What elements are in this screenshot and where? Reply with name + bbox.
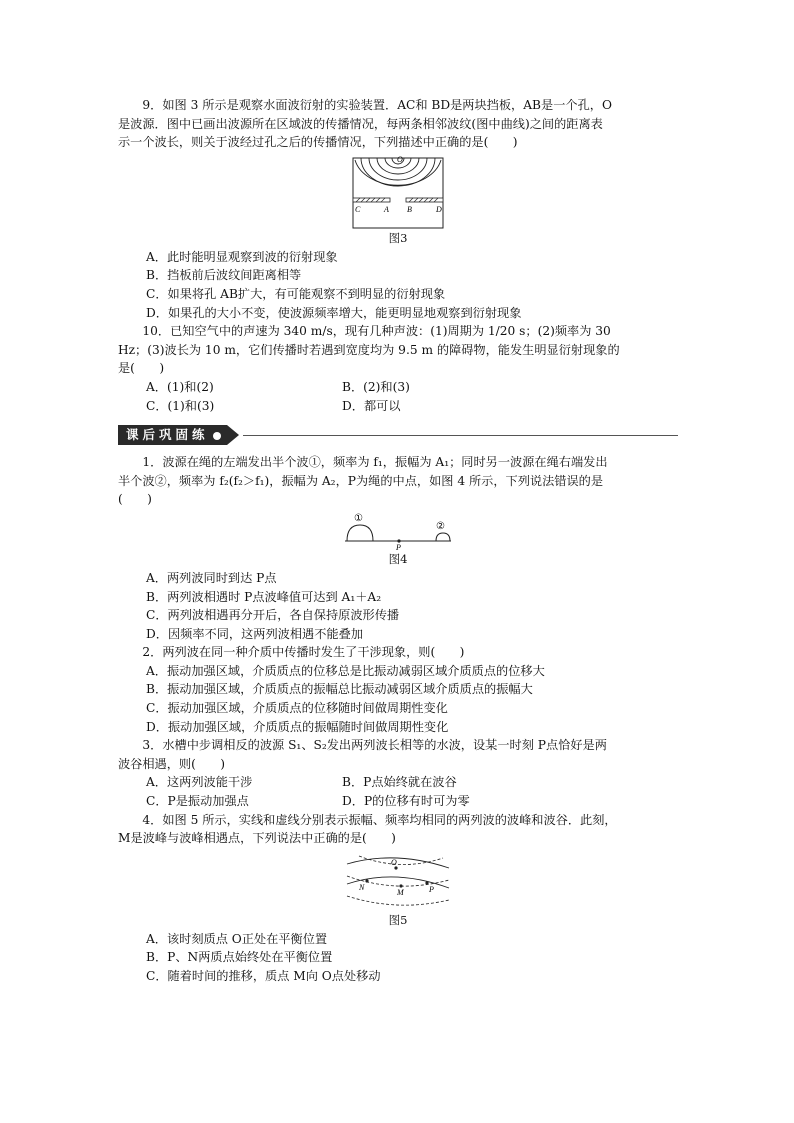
q9-option-c: C．如果将孔 AB扩大，有可能观察不到明显的衍射现象 (146, 286, 446, 301)
h3-stem-line1: 3．水槽中步调相反的波源 S₁、S₂发出两列波长相等的水波，设某一时刻 P点恰好是两 (142, 738, 607, 753)
bullet-dot-icon (213, 432, 221, 440)
h4-option-b: B．P、N两质点始终处在平衡位置 (146, 950, 333, 965)
h2-option-a: A．振动加强区域，介质质点的位移总是比振动减弱区域介质质点的位移大 (146, 663, 545, 678)
wave-2-label: ② (436, 520, 445, 532)
label-M: M (397, 887, 404, 897)
wave-1-label: ① (354, 512, 363, 524)
interference-pattern-diagram (345, 850, 451, 912)
label-P: P (396, 542, 401, 551)
q10-option-a: A．(1)和(2) (146, 379, 214, 394)
q10-option-c: C．(1)和(3) (146, 398, 215, 413)
h4-stem-line2: M是波峰与波峰相遇点，下列说法中正确的是( ) (118, 831, 396, 846)
q10-option-d: D．都可以 (342, 398, 401, 413)
h3-option-d: D．P的位移有时可为零 (342, 794, 470, 809)
figure-4-caption: 图4 (388, 551, 408, 566)
q10-stem-line2: Hz；(3)波长为 10 m，它们传播时若遇到宽度均为 9.5 m 的障碍物，能发生明显衍射现象的 (118, 342, 620, 357)
h3-option-c: C．P是振动加强点 (146, 794, 249, 809)
h3-stem-line2: 波谷相遇，则( ) (118, 756, 226, 771)
h3-option-b: B．P点始终就在波谷 (342, 775, 457, 790)
label-D: D (436, 204, 442, 214)
label-B: B (407, 204, 412, 214)
h3-option-a: A．这两列波能干涉 (146, 775, 253, 790)
h1-option-c: C．两列波相遇再分开后，各自保持原波形传播 (146, 608, 400, 623)
label-A: A (384, 204, 389, 214)
worksheet-page (118, 96, 678, 986)
rope-wave-diagram (343, 511, 453, 551)
h4-stem-line1: 4．如图 5 所示，实线和虚线分别表示振幅、频率均相同的两列波的波峰和波谷．此刻， (142, 812, 617, 827)
figure-5 (118, 850, 678, 928)
section-header (118, 425, 678, 445)
q10-options-row-1 (118, 378, 678, 397)
figure-4 (118, 511, 678, 567)
figure-5-caption: 图5 (388, 912, 408, 927)
q10-options-row-2 (118, 397, 678, 416)
q9-stem-line1: 9．如图 3 所示是观察水面波衍射的实验装置．AC和 BD是两块挡板，AB是一个孔，O (142, 98, 612, 112)
h3-options-row-1 (118, 773, 678, 792)
h1-stem-line3: ( ) (118, 492, 152, 507)
h1-option-b: B．两列波相遇时 P点波峰值可达到 A₁＋A₂ (146, 589, 382, 604)
label-P: P (429, 884, 434, 894)
h4-option-c: C．随着时间的推移，质点 M向 O点处移动 (146, 969, 381, 983)
h3-options-row-2 (118, 792, 678, 811)
q9-option-b: B．挡板前后波纹间距离相等 (146, 268, 302, 283)
section-rule (243, 435, 678, 436)
figure-3 (118, 154, 678, 246)
label-O: O (391, 857, 397, 867)
label-N: N (359, 882, 365, 892)
label-C: C (355, 204, 361, 214)
q9-option-a: A．此时能明显观察到波的衍射现象 (146, 249, 338, 264)
q9-stem-line3: 示一个波长，则关于波经过孔之后的传播情况，下列描述中正确的是( ) (118, 135, 518, 150)
h2-option-c: C．振动加强区域，介质质点的位移随时间做周期性变化 (146, 701, 448, 716)
q9-option-d: D．如果孔的大小不变，使波源频率增大，能更明显地观察到衍射现象 (146, 305, 522, 320)
label-O: O (397, 154, 403, 164)
h4-option-a: A．该时刻质点 O正处在平衡位置 (146, 931, 328, 946)
figure-3-caption: 图3 (388, 230, 408, 245)
h2-option-d: D．振动加强区域，介质质点的振幅随时间做周期性变化 (146, 719, 449, 734)
h1-option-d: D．因频率不同，这两列波相遇不能叠加 (146, 626, 363, 641)
h2-option-b: B．振动加强区域，介质质点的振幅总比振动减弱区域介质质点的振幅大 (146, 682, 533, 697)
q10-option-b: B．(2)和(3) (342, 379, 410, 394)
section-title: 课后巩固练 (126, 427, 209, 443)
banner-arrow-icon (227, 425, 239, 445)
q9-stem-line2: 是波源．图中已画出波源所在区域波的传播情况，每两条相邻波纹(图中曲线)之间的距离表 (118, 116, 603, 131)
h1-option-a: A．两列波同时到达 P点 (146, 570, 277, 585)
q10-stem-line1: 10．已知空气中的声速为 340 m/s，现有几种声波：(1)周期为 1/20 s；(2)频率为 30 (142, 324, 611, 339)
h1-stem-line1: 1．波源在绳的左端发出半个波①，频率为 f₁，振幅为 A₁；同时另一波源在绳右端发出 (142, 455, 608, 470)
diffraction-apparatus-diagram (352, 154, 444, 230)
h2-stem-line1: 2．两列波在同一种介质中传播时发生了干涉现象，则( ) (142, 645, 465, 660)
section-banner (118, 425, 227, 445)
h1-stem-line2: 半个波②，频率为 f₂(f₂＞f₁)，振幅为 A₂，P为绳的中点，如图 4 所示，下列说法错误的是 (118, 473, 604, 488)
q10-stem-line3: 是( ) (118, 361, 165, 376)
